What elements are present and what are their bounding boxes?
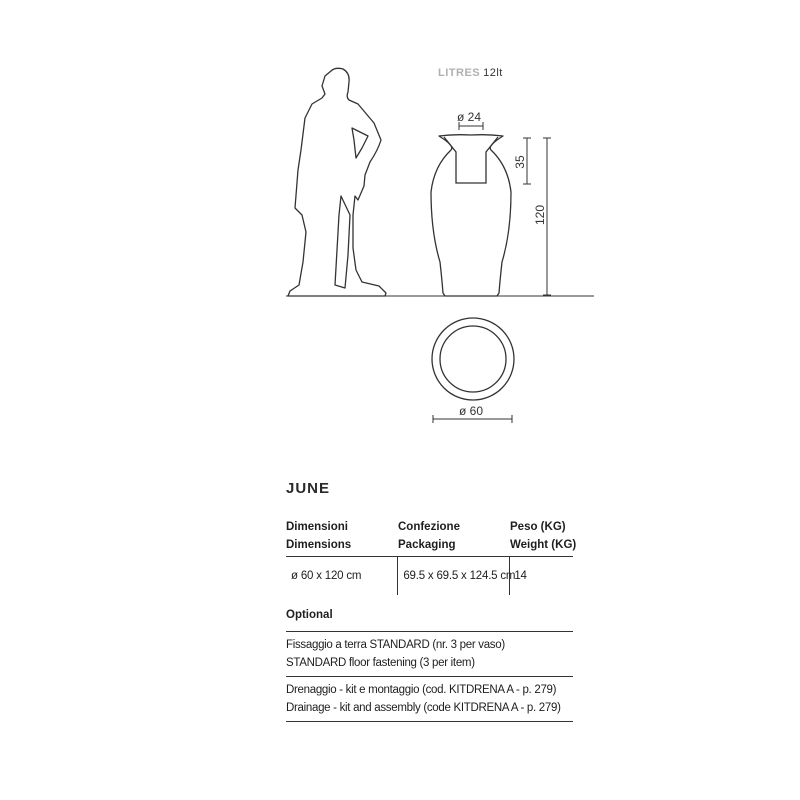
cell-dimensions: ø 60 x 120 cm xyxy=(286,557,398,595)
total-height-label: 120 xyxy=(533,204,547,226)
vase-elevation xyxy=(431,135,511,296)
table-row xyxy=(286,557,573,595)
mouth-diameter-label: ø 24 xyxy=(456,110,482,124)
header-dimensions: Dimensioni Dimensions xyxy=(286,521,352,551)
header-weight: Peso (KG) Weight (KG) xyxy=(510,521,577,551)
optional-title: Optional xyxy=(286,609,333,621)
capacity-value: 12lt xyxy=(483,67,503,79)
spec-table xyxy=(286,518,577,595)
table-bottom-divider xyxy=(286,721,573,722)
product-name: JUNE xyxy=(286,480,331,497)
vase-plan-inner xyxy=(440,326,506,392)
capacity-label xyxy=(438,67,503,79)
base-diameter-label: ø 60 xyxy=(458,404,484,418)
optional-item-floor-fastening: Fissaggio a terra STANDARD (nr. 3 per vaso) STANDARD floor fastening (3 per item) xyxy=(286,631,573,672)
header-packaging: Confezione Packaging xyxy=(398,521,460,551)
spec-table-header xyxy=(286,518,577,557)
cell-packaging: 69.5 x 69.5 x 124.5 cm xyxy=(398,557,510,595)
human-silhouette-icon xyxy=(288,68,386,296)
vase-plan-outer xyxy=(432,318,514,400)
cell-weight: 14 xyxy=(514,570,527,582)
capacity-unit-label: LITRES xyxy=(438,67,481,79)
neck-height-label: 35 xyxy=(513,155,527,169)
vase-inner-mouth xyxy=(444,137,498,183)
optional-item-drainage: Drenaggio - kit e montaggio (cod. KITDRENA A - p. 279) Drainage - kit and assembly (code KITDRENA A - p. 279) xyxy=(286,676,573,717)
